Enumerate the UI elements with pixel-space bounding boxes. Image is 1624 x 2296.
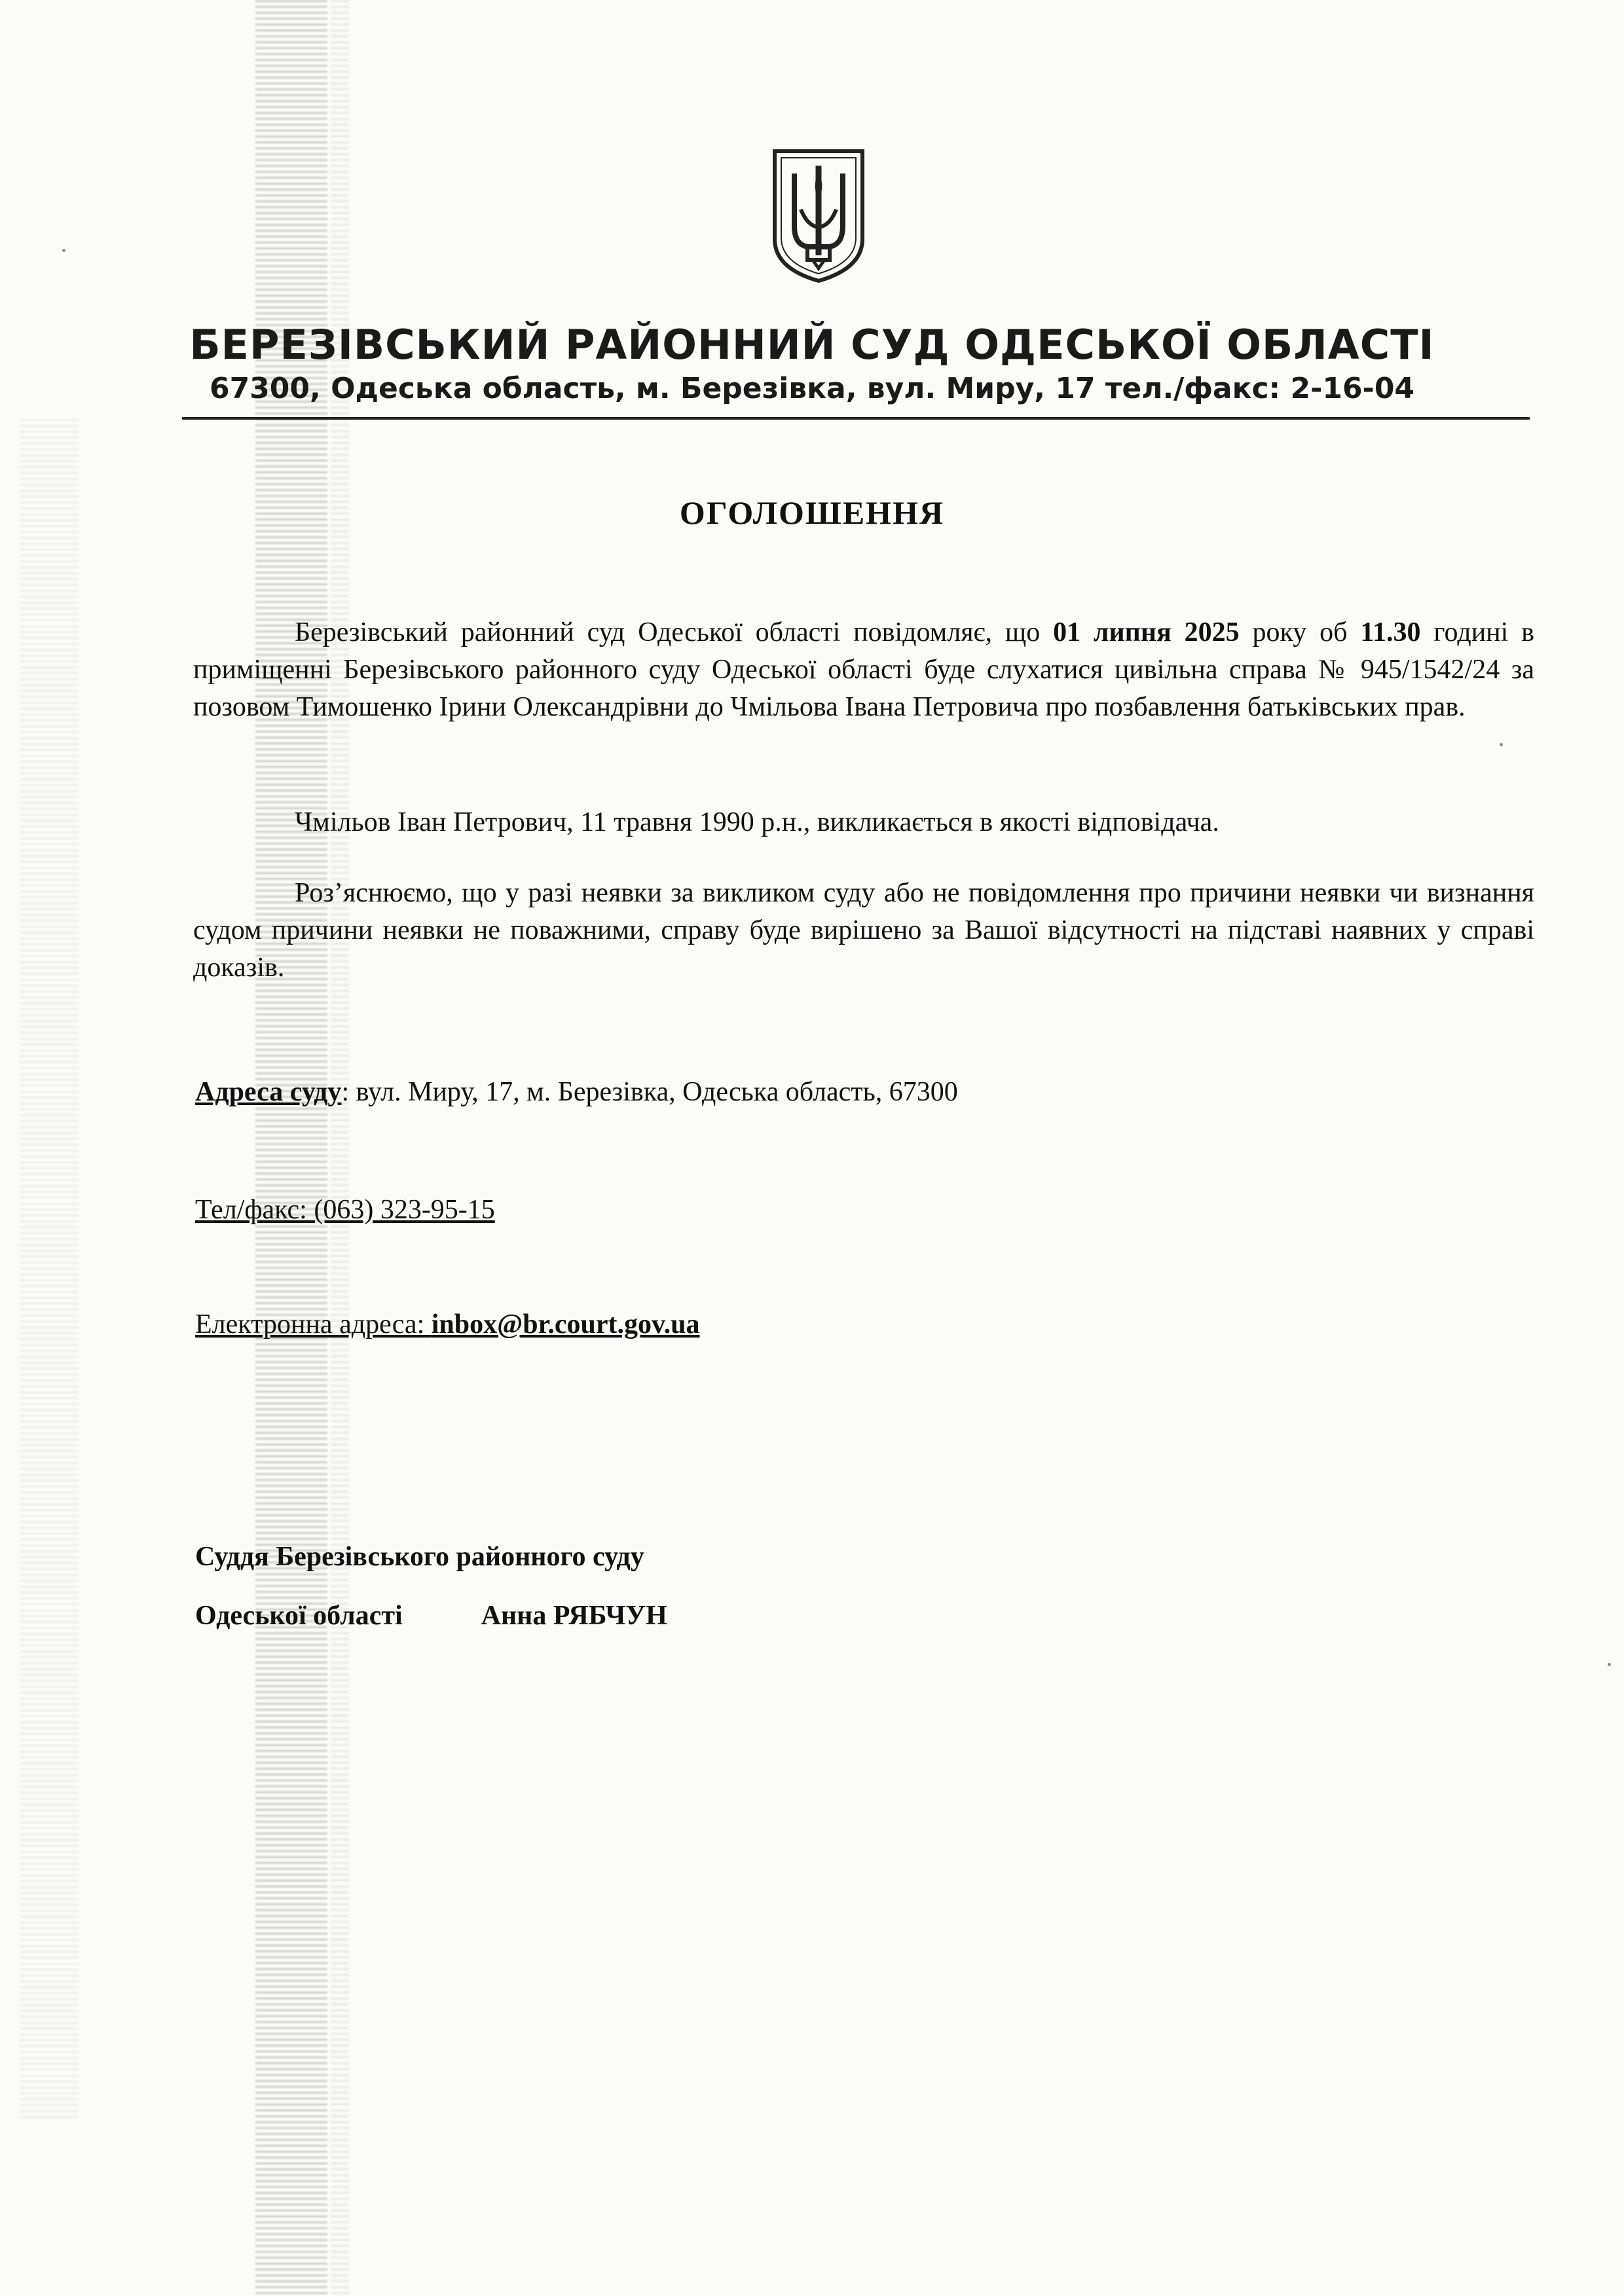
hearing-time: 11.30 bbox=[1360, 617, 1421, 647]
header-divider bbox=[182, 417, 1530, 420]
phone-line: Тел/факс: (063) 323-95-15 bbox=[195, 1195, 495, 1225]
email-label: Електронна адреса: bbox=[195, 1309, 432, 1339]
coat-of-arms-icon bbox=[769, 147, 868, 285]
court-address-line bbox=[195, 1074, 958, 1111]
document-title: ОГОЛОШЕННЯ bbox=[679, 494, 945, 531]
paragraph-text: Чмільов Іван Петрович, 11 травня 1990 р.н., викликається в якості відповідача. bbox=[295, 807, 1219, 837]
explanation-paragraph bbox=[193, 875, 1534, 987]
paragraph-text: годині в приміщенні Березівського районного суду Одеської області буде слухатися цивільна справа № 945/1542/24 за позовом Тимошенко Ірини Олександрівни до Чмільова Івана Петровича про позбавлення батьківських прав. bbox=[193, 617, 1534, 722]
judge-region: Одеської області bbox=[195, 1601, 403, 1631]
paragraph-text: року об bbox=[1239, 617, 1361, 647]
scan-speck bbox=[1500, 743, 1503, 746]
email-address[interactable]: inbox@br.court.gov.ua bbox=[431, 1309, 700, 1339]
court-name: БЕРЕЗІВСЬКИЙ РАЙОННИЙ СУД ОДЕСЬКОЇ ОБЛАСТІ bbox=[189, 321, 1435, 369]
address-value: : вул. Миру, 17, м. Березівка, Одеська область, 67300 bbox=[341, 1077, 958, 1107]
address-label: Адреса суду bbox=[195, 1077, 342, 1107]
judge-signature-line bbox=[195, 1597, 667, 1635]
paragraph-text: Березівський районний суд Одеської області повідомляє, що bbox=[295, 617, 1054, 647]
email-line bbox=[195, 1306, 700, 1343]
scan-speck bbox=[1608, 1663, 1611, 1666]
paragraph-text: Роз’яснюємо, що у разі неявки за викликом суду або не повідомлення про причини неявки чи визнання судом причини неявки не поважними, справу буде вирішено за Вашої відсутності на підставі наявних у справі доказів. bbox=[193, 878, 1534, 983]
scan-artifact-streak bbox=[20, 419, 79, 2121]
defendant-paragraph bbox=[193, 804, 1534, 841]
judge-name: Анна РЯБЧУН bbox=[481, 1601, 667, 1631]
judge-title: Суддя Березівського районного суду bbox=[195, 1542, 644, 1572]
court-address: 67300, Одеська область, м. Березівка, вул. Миру, 17 тел./факс: 2-16-04 bbox=[209, 372, 1415, 405]
hearing-date: 01 липня 2025 bbox=[1053, 617, 1240, 647]
announcement-paragraph bbox=[193, 614, 1534, 726]
scan-speck bbox=[62, 249, 65, 252]
